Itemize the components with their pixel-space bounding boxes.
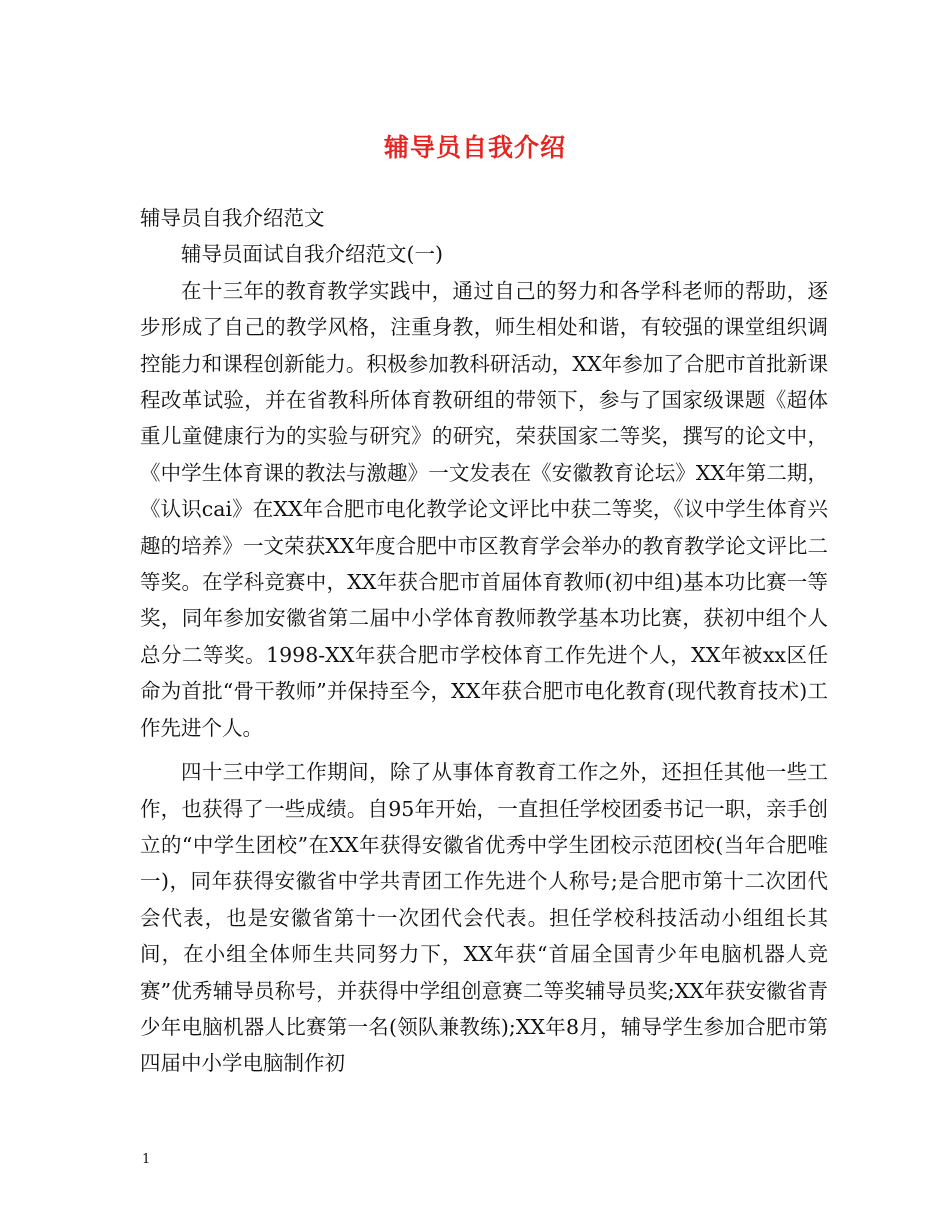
page-number: 1 xyxy=(142,1152,151,1167)
document-subheading: 辅导员面试自我介绍范文(一) xyxy=(181,242,443,267)
document-heading: 辅导员自我介绍范文 xyxy=(140,206,325,230)
body-paragraph: 四十三中学工作期间，除了从事体育教育工作之外，还担任其他一些工作，也获得了一些成绩。自95年开始，一直担任学校团委书记一职，亲手创立的“中学生团校”在XX年获得安徽省优秀中学生团校示范团校(当年合肥唯一)，同年获得安徽省中学共青团工作先进个人称号;是合肥市第十二次团代会代表，也是安徽省第十一次团代会代表。担任学校科技活动小组组长其间，在小组全体师生共同努力下，XX年获“首届全国青少年电脑机器人竞赛”优秀辅导员称号，并获得中学组创意赛二等奖辅导员奖;XX年获安徽省青少年电脑机器人比赛第一名(领队兼教练);XX年8月，辅导学生参加合肥市第四届中小学电脑制作初 xyxy=(140,760,828,1076)
document-body xyxy=(140,200,828,1082)
document-title: 辅导员自我介绍 xyxy=(383,133,566,162)
body-paragraph: 在十三年的教育教学实践中，通过自己的努力和各学科老师的帮助，逐步形成了自己的教学风格，注重身教，师生相处和谐，有较强的课堂组织调控能力和课程创新能力。积极参加教科研活动，XX年参加了合肥市首批新课程改革试验，并在省教科所体育教研组的带领下，参与了国家级课题《超体重儿童健康行为的实验与研究》的研究，荣获国家二等奖，撰写的论文中，《中学生体育课的教法与激趣》一文发表在《安徽教育论坛》XX年第二期，《认识cai》在XX年合肥市电化教学论文评比中获二等奖，《议中学生体育兴趣的培养》一文荣获XX年度合肥中市区教育学会举办的教育教学论文评比二等奖。在学科竞赛中，XX年获合肥市首届体育教师(初中组)基本功比赛一等奖，同年参加安徽省第二届中小学体育教师教学基本功比赛，获初中组个人总分二等奖。1998-XX年获合肥市学校体育工作先进个人，XX年被xx区任命为首批“骨干教师”并保持至今，XX年获合肥市电化教育(现代教育技术)工作先进个人。 xyxy=(140,278,828,740)
